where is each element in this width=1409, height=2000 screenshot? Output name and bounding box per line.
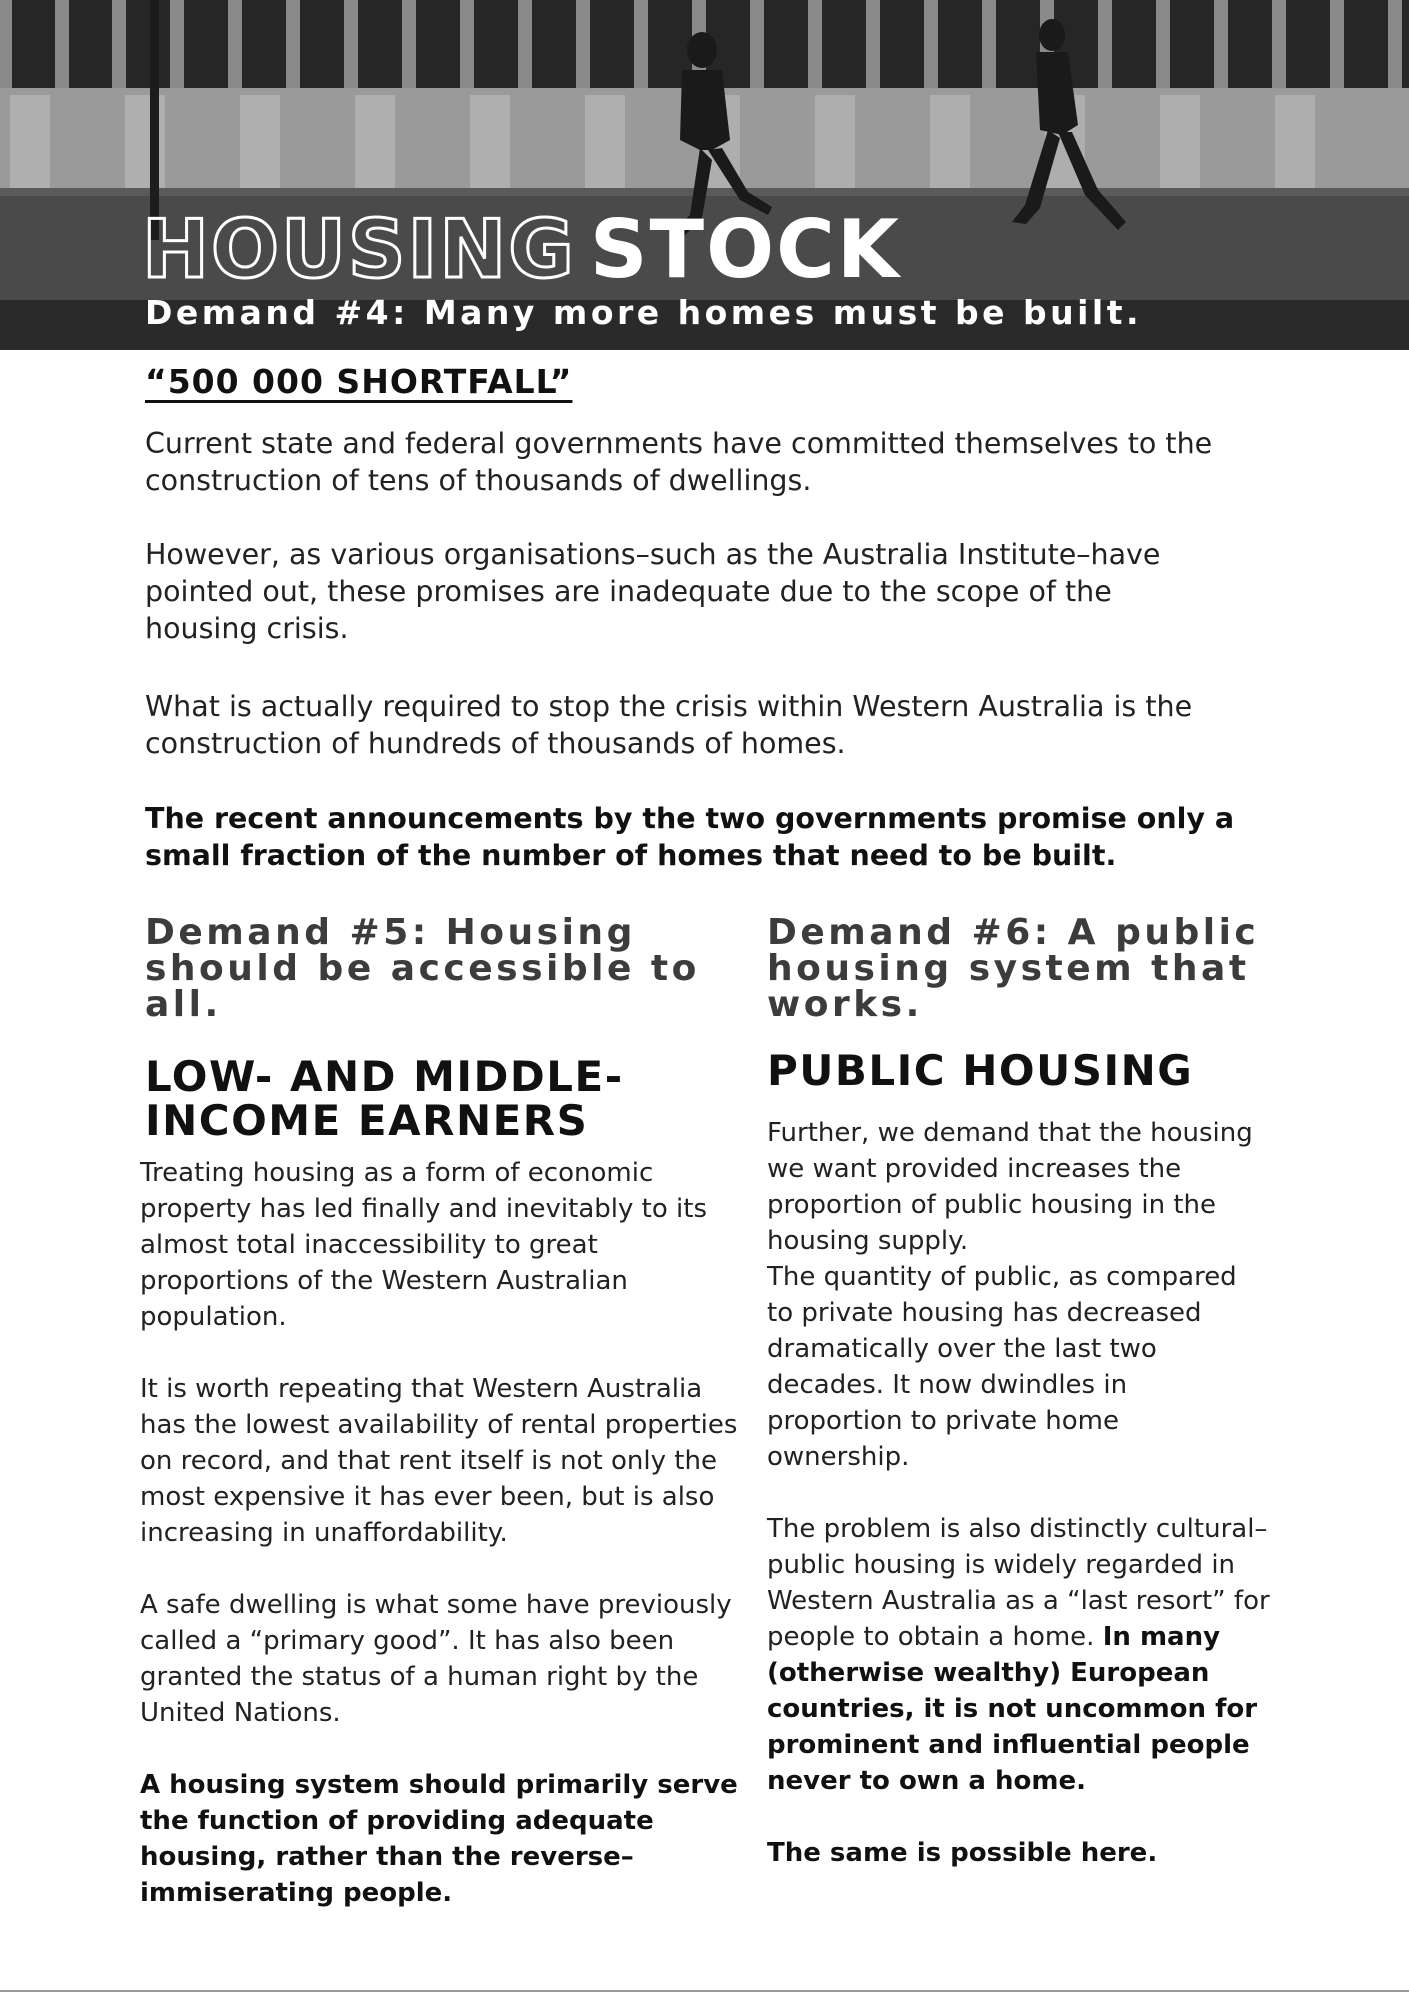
left-paragraph-1: Treating housing as a form of economic property has led finally and inevitably to its almost total inaccessibility to great proportions of the Western Australian population. bbox=[140, 1158, 707, 1332]
low-middle-income-title: LOW- AND MIDDLE-INCOME EARNERS bbox=[145, 1052, 624, 1145]
demand-6-heading: Demand #6: A public housing system that works. bbox=[767, 912, 1260, 1025]
public-housing-title: PUBLIC HOUSING bbox=[767, 1046, 1194, 1095]
right-paragraph-3-start: The problem is also distinctly cultural–public housing is widely regarded in Western Australia as a “last resort” for people to obtain a home. bbox=[767, 1514, 1270, 1652]
left-column bbox=[140, 912, 740, 1911]
demand-5-heading: Demand #5: Housing should be accessible to all. bbox=[145, 912, 700, 1025]
left-paragraph-2: It is worth repeating that Western Australia has the lowest availability of rental properties on record, and that rent itself is not only the most expensive it has ever been, but is also increasing in unaffordability. bbox=[140, 1374, 738, 1548]
right-paragraph-1: Further, we demand that the housing we want provided increases the proportion of public housing in the housing supply. bbox=[767, 1118, 1253, 1256]
right-paragraph-bold: The same is possible here. bbox=[767, 1838, 1158, 1868]
right-paragraph-3 bbox=[767, 1511, 1277, 1799]
intro-paragraph-1: Current state and federal governments have committed themselves to the construction of tens of thousands of dwellings. bbox=[145, 427, 1213, 497]
page-title bbox=[142, 205, 901, 295]
right-paragraph-2: The quantity of public, as compared to private housing has decreased dramatically over the last two decades. It now dwindles in proportion to private home ownership. bbox=[767, 1262, 1237, 1472]
shortfall-heading: “500 000 SHORTFALL” bbox=[145, 362, 573, 401]
intro-paragraph-3: What is actually required to stop the crisis within Western Australia is the construction of hundreds of thousands of homes. bbox=[145, 690, 1193, 760]
left-paragraph-3: A safe dwelling is what some have previously called a “primary good”. It has also been granted the status of a human right by the United Nations. bbox=[140, 1590, 732, 1728]
header-photo bbox=[0, 0, 1409, 350]
title-stock: STOCK bbox=[589, 203, 901, 296]
bottom-rule bbox=[0, 1990, 1409, 1992]
intro-paragraph-bold: The recent announcements by the two governments promise only a small fraction of the number of homes that need to be built. bbox=[145, 802, 1235, 872]
left-paragraph-bold: A housing system should primarily serve the function of providing adequate housing, rather than the reverse–immiserating people. bbox=[140, 1770, 738, 1908]
intro-paragraph-2: However, as various organisations–such as the Australia Institute–have pointed out, these promises are inadequate due to the scope of the housing crisis. bbox=[145, 538, 1161, 645]
demand-4-subtitle: Demand #4: Many more homes must be built. bbox=[145, 293, 1143, 332]
right-column bbox=[767, 912, 1297, 1871]
title-housing: HOUSING bbox=[142, 203, 576, 296]
right-paragraph-3-bold: In many (otherwise wealthy) European countries, it is not uncommon for prominent and influential people never to own a home. bbox=[767, 1622, 1258, 1796]
